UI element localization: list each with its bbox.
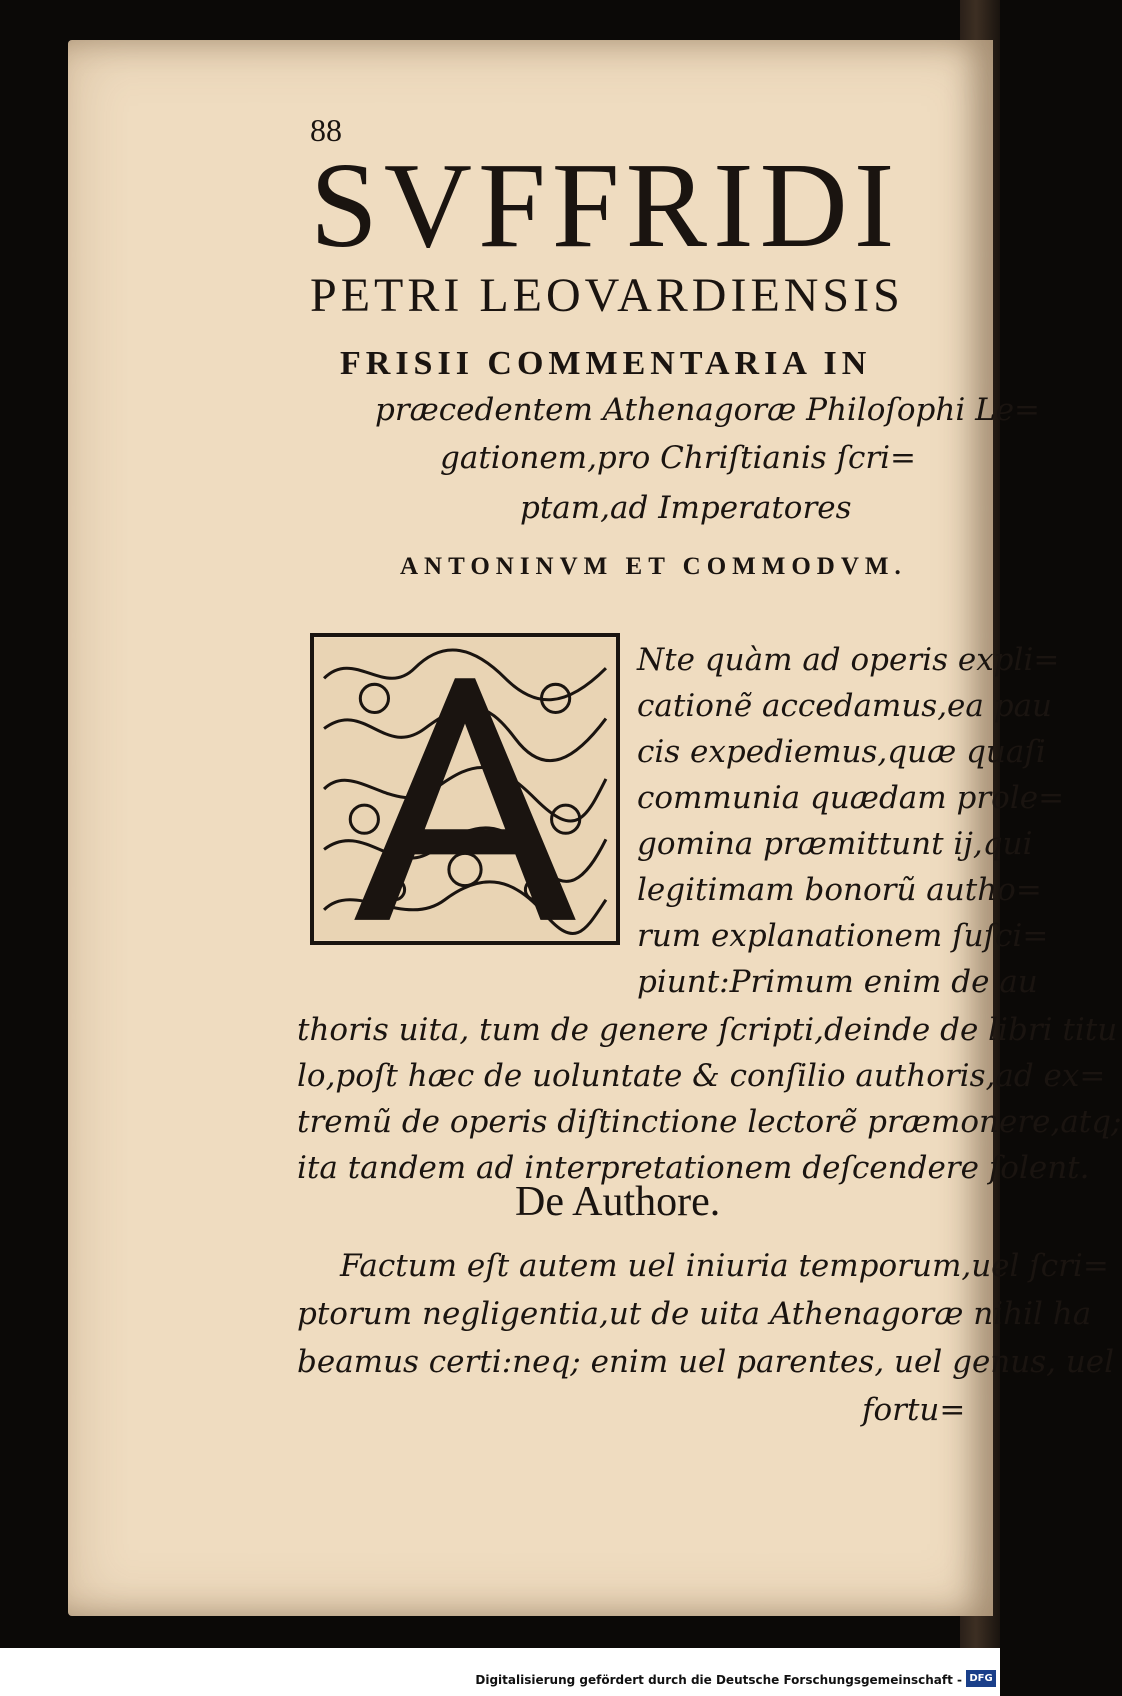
page-title: SVFFRIDI	[310, 138, 901, 273]
text-line: tremũ de operis diſtinctione lectorẽ præmonere,atq;	[297, 1104, 1122, 1140]
text-line: cationẽ accedamus,ea pau	[637, 688, 1053, 724]
decorated-initial	[310, 633, 620, 945]
text-line: gomina præmittunt ij,qui	[637, 826, 1033, 862]
text-line: rum explanationem ſuſci=	[637, 918, 1049, 954]
footer-bar	[0, 1648, 1000, 1696]
text-line: ita tandem ad interpretationem deſcendere ſolent.	[297, 1150, 1090, 1186]
text-line: piunt:Primum enim de au	[637, 964, 1038, 1000]
author-line: PETRI LEOVARDIENSIS	[310, 269, 904, 322]
dfg-logo-icon: DFG	[966, 1670, 996, 1687]
section-heading: De Authore.	[515, 1179, 721, 1225]
text-line: communia quædam prole=	[637, 780, 1065, 816]
footer-credit: Digitalisierung gefördert durch die Deutsche Forschungsgemeinschaft -	[475, 1673, 962, 1687]
addressees-line: ANTONINVM ET COMMODVM.	[400, 553, 907, 580]
text-line: lo,poſt hæc de uoluntate & conſilio authoris,ad ex=	[297, 1058, 1106, 1094]
page-number: 88	[310, 112, 342, 148]
text-line: Factum eſt autem uel iniuria temporum,uel ſcri=	[340, 1248, 1109, 1284]
intro-line: gationem,pro Chriſtianis ſcri=	[440, 440, 917, 476]
text-line: thoris uita, tum de genere ſcripti,deinde de libri titu	[297, 1012, 1118, 1048]
text-line: Nte quàm ad operis expli=	[637, 642, 1060, 678]
ornamental-initial-a-icon	[314, 637, 616, 941]
commentary-line: FRISII COMMENTARIA IN	[340, 345, 872, 382]
catchword: fortu=	[862, 1392, 966, 1428]
text-line: legitimam bonorũ autho=	[637, 872, 1042, 908]
intro-line: ptam,ad Imperatores	[520, 490, 852, 526]
text-line: beamus certi:neq; enim uel parentes, uel genus, uel	[297, 1344, 1115, 1380]
intro-line: præcedentem Athenagoræ Philoſophi Le=	[375, 392, 1041, 428]
text-line: cis expediemus,quæ quaſi	[637, 734, 1046, 770]
text-line: ptorum negligentia,ut de uita Athenagoræ nihil ha	[297, 1296, 1092, 1332]
